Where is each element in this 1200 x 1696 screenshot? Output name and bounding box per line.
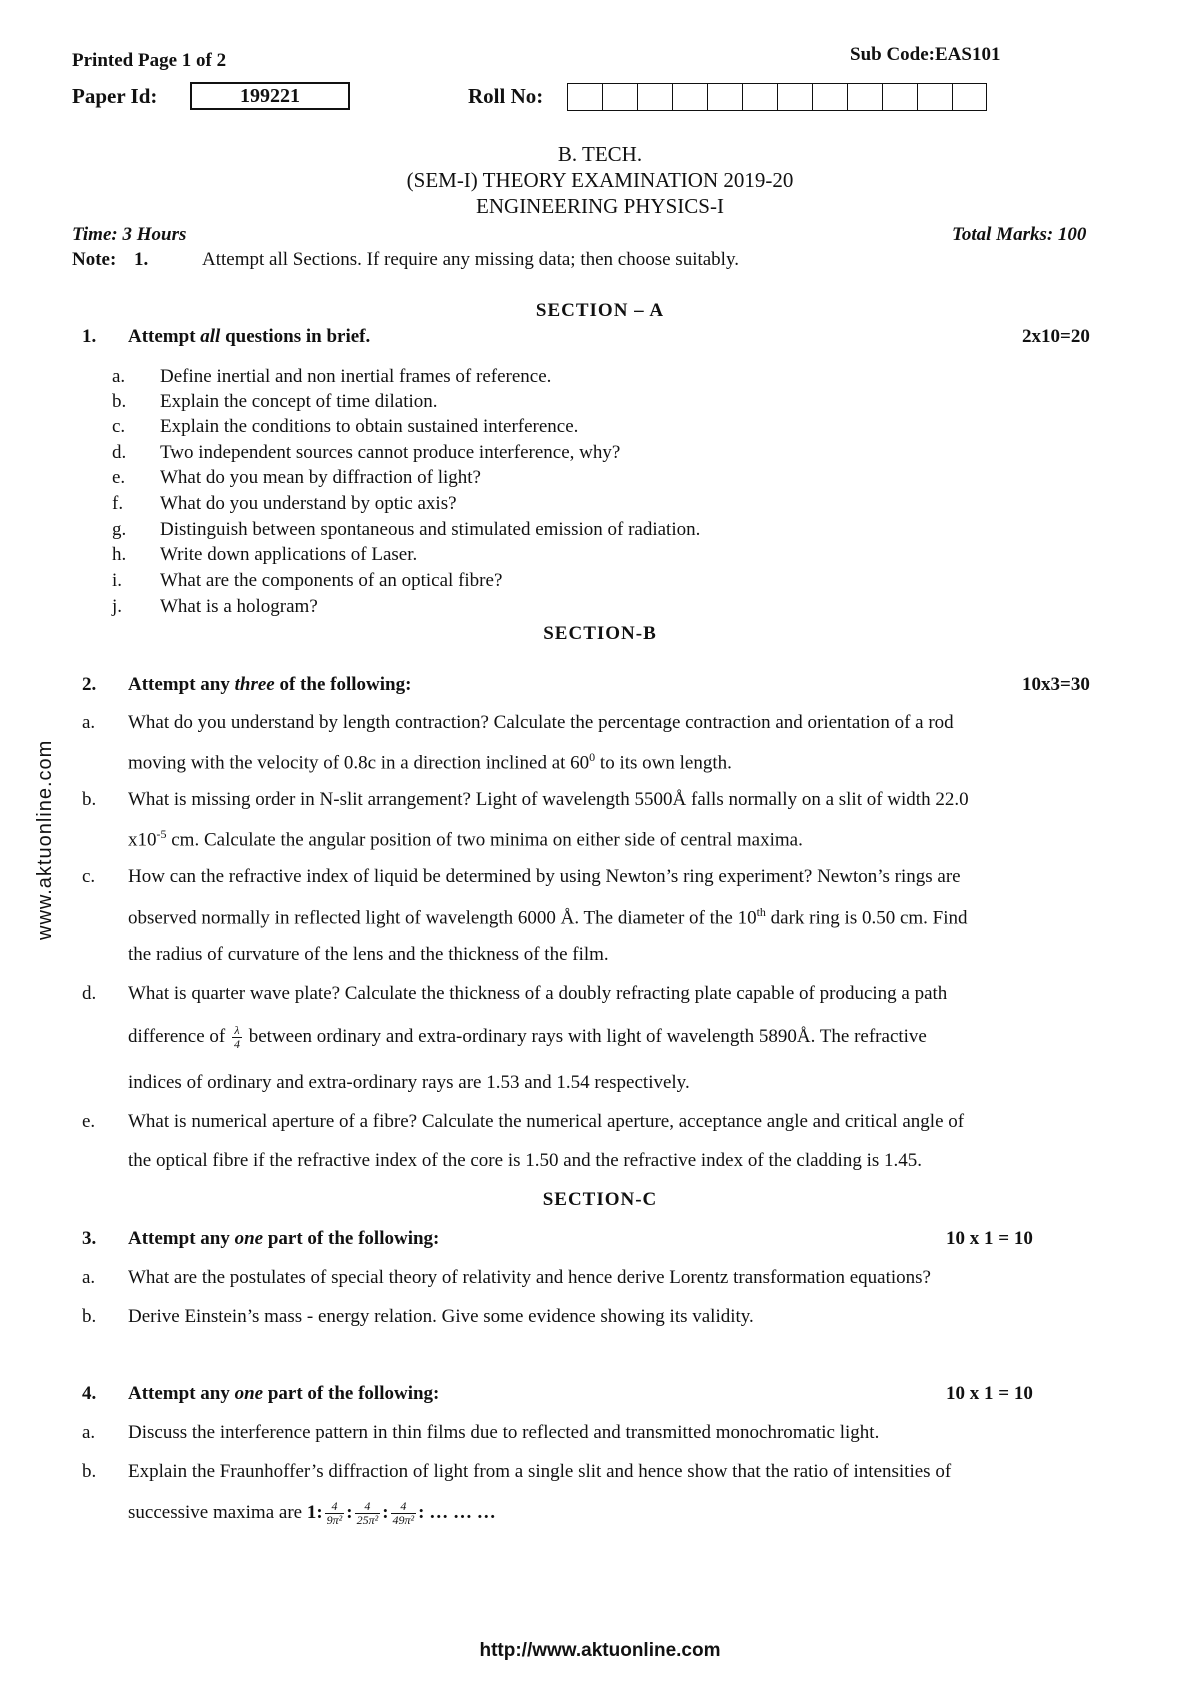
list-item: Write down applications of Laser.: [160, 544, 418, 565]
list-item-letter: e.: [112, 467, 126, 488]
q2a-letter: a.: [82, 712, 96, 733]
q1-marks: 2x10=20: [1022, 326, 1090, 347]
q2a-line2: moving with the velocity of 0.8c in a direction inclined at $60^0$ to its own length.: [128, 750, 732, 774]
list-item: What are the components of an optical fibre?: [160, 570, 503, 591]
list-item-letter: j.: [112, 596, 123, 617]
section-a-heading: SECTION – A: [535, 300, 665, 321]
lambda-over-4-fraction: $\frac{\lambda}{4}$: [233, 1023, 240, 1051]
side-watermark: www.aktuonline.com: [34, 739, 56, 940]
q4-number: 4.: [82, 1383, 97, 1404]
q2c-line2: observed normally in reflected light of wavelength 6000 Å. The diameter of the 10th dark ring is 0.50 cm. Find: [128, 905, 968, 929]
printed-page: Printed Page 1 of 2: [72, 50, 227, 71]
list-item: What do you mean by diffraction of light?: [160, 467, 481, 488]
degree-title: B. TECH.: [557, 142, 643, 166]
q3b-text: Derive Einstein’s mass - energy relation. Give some evidence showing its validity.: [128, 1306, 754, 1327]
list-item-letter: c.: [112, 416, 126, 437]
note-number: 1.: [134, 249, 149, 270]
section-b-heading: SECTION-B: [543, 623, 657, 644]
q2b-line1: What is missing order in N-slit arrangement? Light of wavelength 5500Å falls normally on a slit of width 22.0: [128, 789, 969, 810]
footer-url[interactable]: http://www.aktuonline.com: [479, 1640, 721, 1661]
exam-title: (SEM-I) THEORY EXAMINATION 2019-20: [406, 168, 794, 192]
list-item: Two independent sources cannot produce interference, why?: [160, 442, 621, 463]
q1-number: 1.: [82, 326, 97, 347]
roll-no-boxes[interactable]: [567, 83, 987, 111]
q2d-line3: indices of ordinary and extra-ordinary rays are 1.53 and 1.54 respectively.: [128, 1072, 690, 1093]
q2d-letter: d.: [82, 983, 97, 1004]
list-item: Define inertial and non inertial frames of reference.: [160, 366, 552, 387]
q4b-letter: b.: [82, 1461, 97, 1482]
paper-id-box: 199221: [190, 82, 350, 110]
ratio-fraction-2: $\frac{4}{\text{25π²}}$: [356, 1499, 379, 1527]
q3a-text: What are the postulates of special theory of relativity and hence derive Lorentz transformation equations?: [128, 1267, 931, 1288]
q2e-letter: e.: [82, 1111, 96, 1132]
ratio-fraction-3: $\frac{4}{\text{49π²}}$: [392, 1499, 415, 1527]
q2c-line3: the radius of curvature of the lens and the thickness of the film.: [128, 944, 609, 965]
q4-marks: 10 x 1 = 10: [946, 1383, 1033, 1404]
ratio-fraction-1: $\frac{4}{\text{9π²}}$: [326, 1499, 343, 1527]
q3-number: 3.: [82, 1228, 97, 1249]
list-item-letter: d.: [112, 442, 127, 463]
sub-code: Sub Code:EAS101: [850, 44, 1001, 65]
q2a-line1: What do you understand by length contraction? Calculate the percentage contraction and orientation of a rod: [128, 712, 954, 733]
q1-heading: Attempt all questions in brief.: [128, 326, 371, 347]
q2c-letter: c.: [82, 866, 96, 887]
time-label: Time: 3 Hours: [72, 224, 187, 245]
q3a-letter: a.: [82, 1267, 96, 1288]
note-text: Attempt all Sections. If require any missing data; then choose suitably.: [202, 249, 739, 270]
subject-title: ENGINEERING PHYSICS-I: [476, 194, 724, 218]
roll-no-label: Roll No:: [468, 84, 544, 108]
list-item: Distinguish between spontaneous and stimulated emission of radiation.: [160, 519, 701, 540]
q3-heading: Attempt any one part of the following:: [128, 1228, 440, 1249]
list-item-letter: f.: [112, 493, 124, 514]
q4a-letter: a.: [82, 1422, 96, 1443]
list-item: Explain the concept of time dilation.: [160, 391, 438, 412]
list-item-letter: b.: [112, 391, 127, 412]
total-marks: Total Marks: 100: [952, 224, 1087, 245]
q2e-line2: the optical fibre if the refractive index of the core is 1.50 and the refractive index of the cladding is 1.45.: [128, 1150, 923, 1171]
list-item-letter: g.: [112, 519, 127, 540]
q3-marks: 10 x 1 = 10: [946, 1228, 1033, 1249]
q2-heading: Attempt any three of the following:: [128, 674, 412, 695]
q4b-line1: Explain the Fraunhoffer’s diffraction of light from a single slit and hence show that the ratio of intensities of: [128, 1461, 952, 1482]
list-item-letter: h.: [112, 544, 127, 565]
q4b-line2: successive maxima are 1: $\frac{4}{\text{9π²}}$ : $\frac{4}{\text{25π²}}$ : $\frac{4}{\text{49π²}}$ : … … …: [128, 1499, 496, 1527]
list-item-letter: a.: [112, 366, 126, 387]
q4a-text: Discuss the interference pattern in thin films due to reflected and transmitted monochromatic light.: [128, 1422, 880, 1443]
q2d-line1: What is quarter wave plate? Calculate the thickness of a doubly refracting plate capable of producing a path: [128, 983, 948, 1004]
q2-marks: 10x3=30: [1022, 674, 1090, 695]
paper-id-label: Paper Id:: [72, 84, 158, 108]
q3b-letter: b.: [82, 1306, 97, 1327]
q2e-line1: What is numerical aperture of a fibre? Calculate the numerical aperture, acceptance angle and critical angle of: [128, 1111, 965, 1132]
list-item: What is a hologram?: [160, 596, 318, 617]
list-item: Explain the conditions to obtain sustained interference.: [160, 416, 579, 437]
note-label: Note:: [72, 249, 117, 270]
q2d-line2: difference of $\frac{\lambda}{4}$ between ordinary and extra-ordinary rays with light of wavelength 5890Å. The refractive: [128, 1023, 927, 1051]
q2b-line2: $x10^{-5}$ cm. Calculate the angular position of two minima on either side of central maxima.: [128, 827, 803, 851]
q2c-line1: How can the refractive index of liquid be determined by using Newton’s ring experiment? Newton’s rings are: [128, 866, 961, 887]
list-item: What do you understand by optic axis?: [160, 493, 457, 514]
q4-heading: Attempt any one part of the following:: [128, 1383, 440, 1404]
section-c-heading: SECTION-C: [542, 1189, 658, 1210]
q2b-letter: b.: [82, 789, 97, 810]
q2-number: 2.: [82, 674, 97, 695]
list-item-letter: i.: [112, 570, 123, 591]
